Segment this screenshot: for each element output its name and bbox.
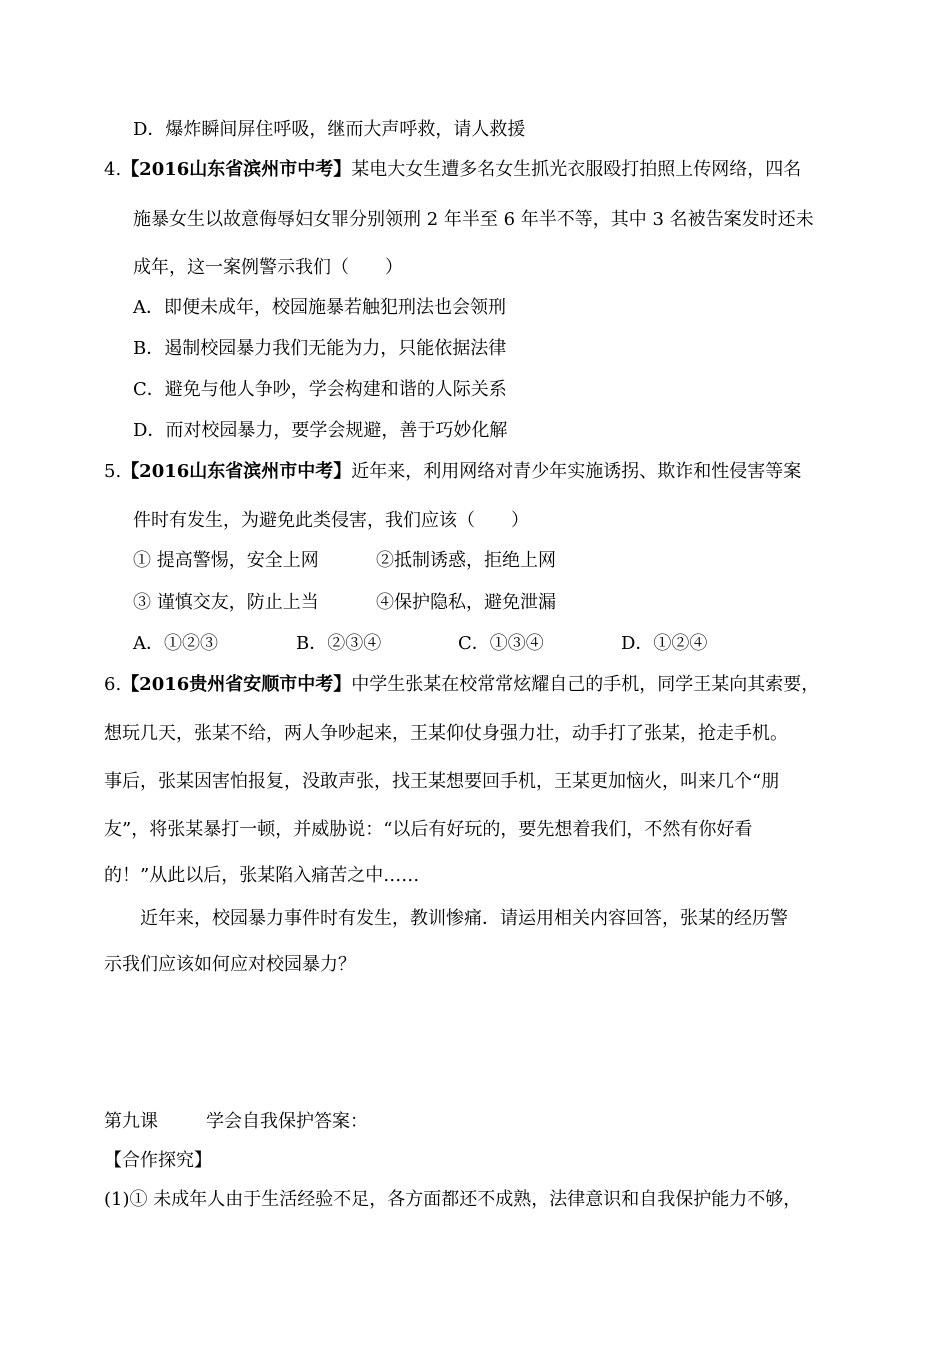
q5-choice-d: D．①②④ [621,633,708,654]
q5-choice-c: C．①③④ [458,633,544,654]
q5-items-row2 [133,591,633,615]
answers-heading [104,1110,368,1134]
q6-line3: 事后，张某因害怕报复，没敢声张，找王某想要回手机，王某更加恼火，叫来几个“朋 [104,771,780,792]
q6-line5: 的！”从此以后，张某陷入痛苦之中…… [104,865,420,886]
q5-source: 【2016山东省滨州市中考】 [121,461,352,482]
q5-choice-b: B．②③④ [296,633,382,654]
q4-number: 4. [104,159,122,180]
q6-number: 6. [104,674,122,695]
q5-number: 5. [104,461,122,482]
answers-line1: (1)① 未成年人由于生活经验不足，各方面都还不成熟，法律意识和自我保护能力不够， [104,1189,802,1210]
q3-option-d: D．爆炸瞬间屏住呼吸，继而大声呼救，请人救援 [133,119,526,140]
q6-source: 【2016贵州省安顺市中考】 [121,674,352,695]
q4-option-a: A．即便未成年，校园施暴若触犯刑法也会领刑 [133,297,506,318]
q6-line1-text: 中学生张某在校常常炫耀自己的手机，同学王某向其索要， [351,674,820,695]
q4-option-d: D．而对校园暴力，要学会规避，善于巧妙化解 [133,420,508,441]
q5-items-row1 [133,549,633,573]
q4-stem-line1 [104,158,801,182]
answers-section: 【合作探究】 [104,1150,212,1171]
q6-line4: 友”，将张某暴打一顿，并威胁说：“以后有好玩的，要先想着我们，不然有你好看 [104,819,753,840]
q6-line1 [104,673,819,697]
q5-item-3: ③ 谨慎交友，防止上当 [133,592,319,613]
q5-stem-line1 [104,460,801,484]
q5-item-4: ④保护隐私，避免泄漏 [376,592,556,613]
q5-item-2: ②抵制诱惑，拒绝上网 [376,550,556,571]
q4-stem-text: 某电大女生遭多名女生抓光衣服殴打拍照上传网络，四名 [351,159,802,180]
q5-choices-row [133,632,773,656]
q6-question-line2: 示我们应该如何应对校园暴力？ [104,954,356,975]
q6-line2: 想玩几天，张某不给，两人争吵起来，王某仰仗身强力壮，动手打了张某，抢走手机。 [104,723,788,744]
q4-stem-line2: 施暴女生以故意侮辱妇女罪分别领刑 2 年半至 6 年半不等，其中 3 名被告案发时还未 [133,209,814,230]
q5-choice-a: A．①②③ [133,633,218,654]
q5-item-1: ① 提高警惕，安全上网 [133,550,319,571]
q5-stem-text: 近年来，利用网络对青少年实施诱拐、欺诈和性侵害等案 [351,461,802,482]
q4-source: 【2016山东省滨州市中考】 [121,159,352,180]
answers-title: 学会自我保护答案： [206,1111,368,1132]
q4-option-c: C．避免与他人争吵，学会构建和谐的人际关系 [133,379,507,400]
q4-stem-line3: 成年，这一案例警示我们（ ） [133,257,403,278]
answers-lesson: 第九课 [104,1111,158,1132]
q4-option-b: B．遏制校园暴力我们无能为力，只能依据法律 [133,338,507,359]
q5-stem-line2: 件时有发生，为避免此类侵害，我们应该（ ） [133,510,529,531]
q6-question-line1: 近年来，校园暴力事件时有发生，教训惨痛．请运用相关内容回答，张某的经历警 [140,908,788,929]
